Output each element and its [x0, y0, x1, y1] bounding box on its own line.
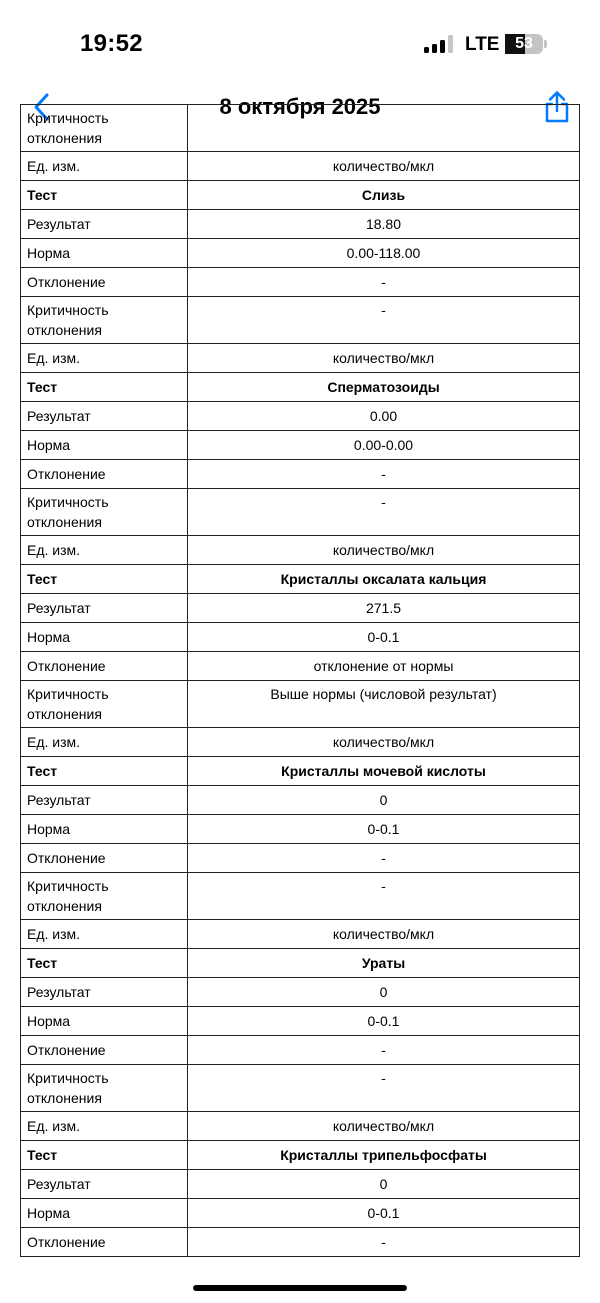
- home-indicator[interactable]: [193, 1285, 407, 1291]
- row-label: Тест: [21, 949, 188, 978]
- row-value: 0-0.1: [188, 815, 580, 844]
- table-row: [21, 728, 580, 757]
- table-row: [21, 681, 580, 728]
- row-label: Норма: [21, 1007, 188, 1036]
- row-value: Слизь: [188, 181, 580, 210]
- row-value: 0: [188, 786, 580, 815]
- row-value: -: [188, 489, 580, 536]
- row-label: Критичность отклонения: [21, 873, 188, 920]
- row-value: 0-0.1: [188, 1007, 580, 1036]
- table-row: [21, 536, 580, 565]
- cellular-signal-icon: [424, 35, 454, 53]
- table-row: [21, 786, 580, 815]
- table-row: [21, 623, 580, 652]
- row-label: Отклонение: [21, 1228, 188, 1257]
- row-label: Ед. изм.: [21, 152, 188, 181]
- row-label: Результат: [21, 210, 188, 239]
- table-row: [21, 431, 580, 460]
- table-row: [21, 652, 580, 681]
- table-row: [21, 1036, 580, 1065]
- row-value: 18.80: [188, 210, 580, 239]
- row-label: Критичность отклонения: [21, 681, 188, 728]
- table-row: [21, 873, 580, 920]
- table-row: [21, 1170, 580, 1199]
- table-row: [21, 152, 580, 181]
- test-header-row: [21, 373, 580, 402]
- test-header-row: [21, 757, 580, 786]
- row-label: Отклонение: [21, 1036, 188, 1065]
- row-label: Норма: [21, 431, 188, 460]
- table-row: [21, 460, 580, 489]
- row-label: Норма: [21, 239, 188, 268]
- table-row: [21, 1112, 580, 1141]
- row-label: Результат: [21, 402, 188, 431]
- row-label: Тест: [21, 565, 188, 594]
- row-value: 0.00-118.00: [188, 239, 580, 268]
- table-row: [21, 920, 580, 949]
- test-header-row: [21, 949, 580, 978]
- row-label: Отклонение: [21, 844, 188, 873]
- table-row: [21, 1228, 580, 1257]
- row-value: [188, 105, 580, 152]
- battery-icon: [505, 34, 543, 54]
- row-label: Критичность отклонения: [21, 297, 188, 344]
- row-label: Результат: [21, 786, 188, 815]
- test-header-row: [21, 565, 580, 594]
- row-value: -: [188, 268, 580, 297]
- table-row: [21, 268, 580, 297]
- status-time: 19:52: [80, 30, 143, 57]
- row-label: Отклонение: [21, 268, 188, 297]
- test-header-row: [21, 1141, 580, 1170]
- row-value: -: [188, 1228, 580, 1257]
- page-title: 8 октября 2025: [219, 94, 381, 119]
- row-value: -: [188, 873, 580, 920]
- table-row: [21, 815, 580, 844]
- row-label: Критичность отклонения: [21, 1065, 188, 1112]
- row-value: 0.00: [188, 402, 580, 431]
- row-label: Тест: [21, 181, 188, 210]
- row-label: Тест: [21, 373, 188, 402]
- row-label: Норма: [21, 815, 188, 844]
- row-value: количество/мкл: [188, 728, 580, 757]
- table-row: [21, 402, 580, 431]
- table-row: [21, 978, 580, 1007]
- row-value: -: [188, 1036, 580, 1065]
- row-label: Тест: [21, 757, 188, 786]
- test-header-row: [21, 181, 580, 210]
- row-label: Ед. изм.: [21, 536, 188, 565]
- row-label: Результат: [21, 978, 188, 1007]
- row-value: -: [188, 297, 580, 344]
- table-row: [21, 105, 580, 152]
- row-value: Сперматозоиды: [188, 373, 580, 402]
- row-label: Ед. изм.: [21, 920, 188, 949]
- table-row: [21, 239, 580, 268]
- row-value: 271.5: [188, 594, 580, 623]
- row-value: Кристаллы мочевой кислоты: [188, 757, 580, 786]
- table-row: [21, 210, 580, 239]
- status-bar: [0, 0, 600, 80]
- row-value: количество/мкл: [188, 152, 580, 181]
- table-row: [21, 1199, 580, 1228]
- row-value: количество/мкл: [188, 536, 580, 565]
- row-label: Отклонение: [21, 652, 188, 681]
- table-row: [21, 1065, 580, 1112]
- table-row: [21, 844, 580, 873]
- row-value: количество/мкл: [188, 344, 580, 373]
- row-value: -: [188, 844, 580, 873]
- row-label: Отклонение: [21, 460, 188, 489]
- row-value: Кристаллы трипельфосфаты: [188, 1141, 580, 1170]
- table-row: [21, 489, 580, 536]
- row-value: 0-0.1: [188, 623, 580, 652]
- battery-percent: 53: [515, 35, 533, 52]
- row-value: отклонение от нормы: [188, 652, 580, 681]
- row-label: Результат: [21, 594, 188, 623]
- row-label: Тест: [21, 1141, 188, 1170]
- row-value: Кристаллы оксалата кальция: [188, 565, 580, 594]
- row-label: Норма: [21, 1199, 188, 1228]
- row-label: Норма: [21, 623, 188, 652]
- row-value: -: [188, 1065, 580, 1112]
- row-value: -: [188, 460, 580, 489]
- row-value: Ураты: [188, 949, 580, 978]
- row-value: 0.00-0.00: [188, 431, 580, 460]
- row-value: количество/мкл: [188, 920, 580, 949]
- results-table: [20, 104, 580, 1257]
- row-label: Результат: [21, 1170, 188, 1199]
- results-scroll-area[interactable]: [0, 110, 600, 1256]
- row-value: 0: [188, 1170, 580, 1199]
- row-value: Выше нормы (числовой результат): [188, 681, 580, 728]
- row-value: 0: [188, 978, 580, 1007]
- table-row: [21, 1007, 580, 1036]
- row-label: Ед. изм.: [21, 1112, 188, 1141]
- row-label: Ед. изм.: [21, 344, 188, 373]
- table-row: [21, 297, 580, 344]
- row-value: количество/мкл: [188, 1112, 580, 1141]
- network-type: LTE: [465, 34, 500, 55]
- row-label: Критичность отклонения: [21, 105, 188, 152]
- table-row: [21, 594, 580, 623]
- row-label: Ед. изм.: [21, 728, 188, 757]
- row-label: Критичность отклонения: [21, 489, 188, 536]
- row-value: 0-0.1: [188, 1199, 580, 1228]
- table-row: [21, 344, 580, 373]
- battery-cap: [544, 40, 547, 48]
